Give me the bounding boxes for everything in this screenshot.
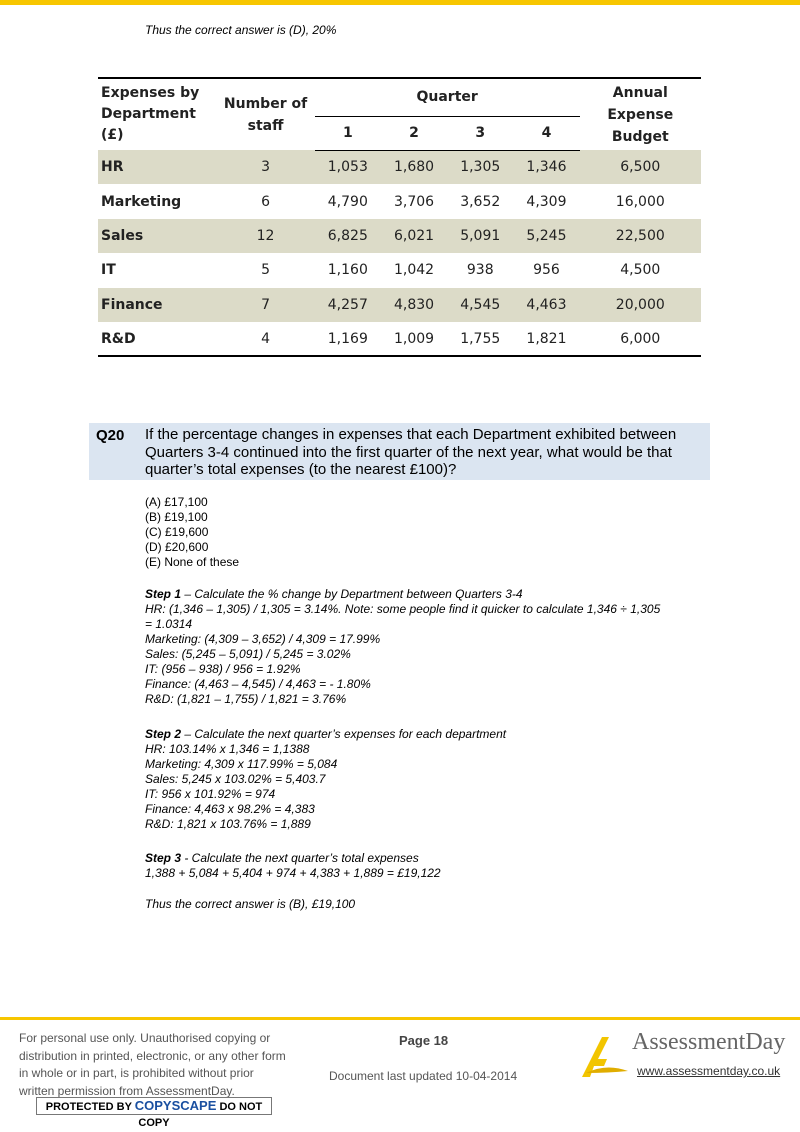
cell-q3: 5,091 [447, 219, 513, 253]
website-link[interactable]: www.assessmentday.co.uk [637, 1064, 781, 1078]
copyright-notice: For personal use only. Unauthorised copying or distribution in printed, electronic, or any other form in whole or in part, is prohibited without prior written permission from AssessmentDay. [19, 1031, 286, 1098]
step-2 [145, 727, 665, 832]
step-2-line: HR: 103.14% x 1,346 = 1,1388 [145, 742, 310, 756]
cell-q2: 1,680 [381, 150, 447, 184]
cell-q2: 1,042 [393, 262, 435, 279]
cell-q3: 4,545 [447, 288, 513, 322]
page-number: Page 18 [399, 1033, 449, 1048]
final-answer: Thus the correct answer is (B), £19,100 [145, 897, 356, 911]
step-3-line: 1,388 + 5,084 + 5,404 + 974 + 4,383 + 1,889 = £19,122 [145, 866, 441, 880]
table-row [98, 184, 701, 218]
cell-q1: 4,257 [315, 288, 381, 322]
option-b: (B) £19,100 [145, 510, 208, 524]
table-row [98, 253, 701, 287]
cell-q2: 1,009 [381, 322, 447, 356]
cell-q1: 1,160 [327, 262, 368, 279]
option-a: (A) £17,100 [145, 495, 208, 509]
step-1-line: Finance: (4,463 – 4,545) / 4,463 = - 1.80% [145, 677, 371, 691]
step-2-line: Marketing: 4,309 x 117.99% = 5,084 [145, 757, 338, 771]
cell-q4: 5,245 [513, 219, 579, 253]
header-q2: 2 [381, 116, 447, 150]
cell-q4: 1,821 [513, 322, 579, 356]
expenses-table [98, 77, 701, 357]
step-2-line: Finance: 4,463 x 98.2% = 4,383 [145, 802, 315, 816]
footer-accent-rule [0, 1017, 800, 1020]
cell-dept: Sales [98, 219, 216, 253]
step-3-heading: Step 3 - Calculate the next quarter’s total expenses [145, 851, 419, 865]
previous-answer: Thus the correct answer is (D), 20% [145, 23, 337, 37]
cell-dept: IT [101, 262, 116, 279]
cell-staff: 4 [216, 322, 314, 356]
cell-q4: 956 [533, 262, 560, 279]
cell-dept: HR [98, 150, 216, 184]
cell-dept: R&D [98, 322, 216, 356]
option-d: (D) £20,600 [145, 540, 209, 554]
question-number: Q20 [96, 427, 125, 444]
header-quarter: Quarter [315, 78, 580, 116]
cell-q3: 1,305 [447, 150, 513, 184]
cell-budget: 16,000 [615, 193, 665, 210]
table-row [98, 219, 701, 253]
header-q4: 4 [513, 116, 579, 150]
cell-q1: 1,053 [315, 150, 381, 184]
cell-dept: Marketing [101, 193, 182, 210]
cell-budget: 6,500 [580, 150, 701, 184]
step-1 [145, 587, 665, 707]
answer-options [145, 495, 239, 570]
header-q1: 1 [315, 116, 381, 150]
header-department: Expenses by Department (£) [98, 78, 216, 150]
cell-staff: 7 [216, 288, 314, 322]
cell-budget: 22,500 [580, 219, 701, 253]
option-e: (E) None of these [145, 555, 240, 569]
step-1-line: Sales: (5,245 – 5,091) / 5,245 = 3.02% [145, 647, 351, 661]
top-accent-bar [0, 0, 800, 5]
header-q3: 3 [447, 116, 513, 150]
cell-q2: 6,021 [381, 219, 447, 253]
cell-staff: 3 [216, 150, 314, 184]
cell-staff: 6 [261, 193, 270, 210]
step-2-line: R&D: 1,821 x 103.76% = 1,889 [145, 817, 311, 831]
cell-q4: 4,309 [526, 193, 567, 210]
cell-dept: Finance [98, 288, 216, 322]
cell-q3: 3,652 [460, 193, 501, 210]
cell-q3: 938 [466, 262, 494, 279]
step-1-line: R&D: (1,821 – 1,755) / 1,821 = 3.76% [145, 692, 347, 706]
cell-q2: 3,706 [393, 193, 435, 210]
table-row [98, 322, 701, 356]
cell-budget: 6,000 [580, 322, 701, 356]
logo-name: AssessmentDay [632, 1029, 786, 1055]
option-c: (C) £19,600 [145, 525, 209, 539]
question-text: If the percentage changes in expenses that each Department exhibited between Quarters 3-4 continued into the first quarter of the next year, what would be that quarter’s total expenses (to the nearest £100)? [145, 426, 677, 478]
step-3 [145, 851, 665, 881]
table-row [98, 288, 701, 322]
assessmentday-logo-icon [578, 1033, 630, 1079]
step-2-line: IT: 956 x 101.92% = 974 [145, 787, 276, 801]
question-box [89, 423, 710, 480]
cell-q4: 1,346 [513, 150, 579, 184]
cell-q1: 4,790 [327, 193, 368, 210]
step-1-line: IT: (956 – 938) / 956 = 1.92% [145, 662, 301, 676]
step-1-line: Marketing: (4,309 – 3,652) / 4,309 = 17.99% [145, 632, 381, 646]
last-updated: Document last updated 10-04-2014 [329, 1069, 518, 1083]
step-1-line: HR: (1,346 – 1,305) / 1,305 = 3.14%. Note: some people find it quicker to calculate 1,346 ÷ 1,305 = 1.0314 [145, 602, 661, 631]
cell-q4: 4,463 [513, 288, 579, 322]
table-row [98, 150, 701, 184]
header-budget: Annual Expense Budget [580, 78, 701, 150]
cell-q1: 1,169 [315, 322, 381, 356]
step-2-line: Sales: 5,245 x 103.02% = 5,403.7 [145, 772, 326, 786]
cell-budget: 4,500 [620, 262, 661, 279]
copyscape-badge[interactable]: PROTECTED BY COPYSCAPE DO NOT COPY [36, 1097, 272, 1115]
header-staff: Number of staff [216, 78, 314, 150]
cell-q2: 4,830 [381, 288, 447, 322]
cell-staff: 12 [216, 219, 314, 253]
step-1-heading: Step 1 – Calculate the % change by Department between Quarters 3-4 [145, 587, 523, 601]
cell-budget: 20,000 [580, 288, 701, 322]
cell-staff: 5 [261, 262, 270, 279]
step-2-heading: Step 2 – Calculate the next quarter’s expenses for each department [145, 727, 507, 741]
cell-q1: 6,825 [315, 219, 381, 253]
cell-q3: 1,755 [447, 322, 513, 356]
